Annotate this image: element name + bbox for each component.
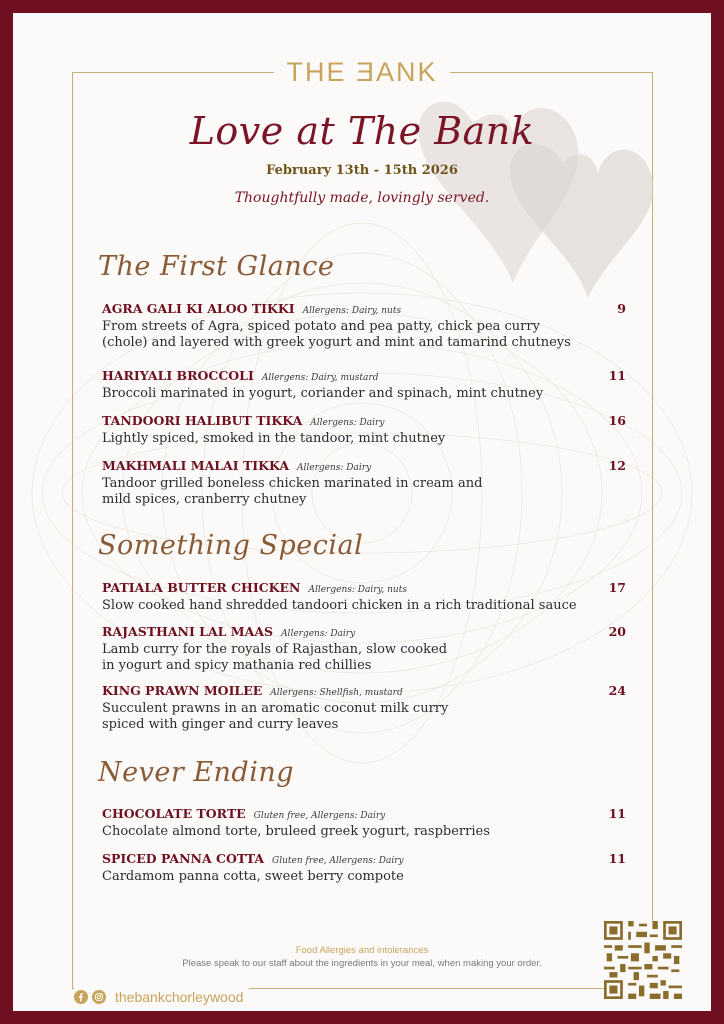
item-name: SPICED PANNA COTTA [102, 851, 265, 866]
section-heading: The First Glance [98, 251, 335, 282]
menu-item [102, 851, 626, 885]
menu-item [102, 683, 626, 733]
item-description: Lightly spiced, smoked in the tandoor, mint chutney [102, 431, 446, 446]
social-handle[interactable]: thebankchorleywood [115, 989, 244, 1005]
item-name: CHOCOLATE TORTE [102, 806, 246, 821]
item-price: 17 [608, 580, 626, 595]
menu-page [13, 13, 711, 1011]
item-description: From streets of Agra, spiced potato and pea patty, chick pea curry (chole) and layered with greek yogurt and mint and tamarind chutneys [102, 319, 571, 350]
section-heading: Something Special [98, 530, 364, 561]
item-price: 11 [608, 368, 626, 383]
brand-logo [13, 57, 711, 88]
item-price: 16 [608, 413, 626, 428]
item-name: KING PRAWN MOILEE [102, 683, 263, 698]
menu-item [102, 301, 626, 351]
menu-item [102, 580, 626, 614]
qr-code[interactable] [604, 921, 682, 999]
facebook-icon[interactable] [74, 990, 88, 1004]
menu-item [102, 458, 626, 508]
item-price: 12 [608, 458, 626, 473]
section-heading: Never Ending [98, 757, 295, 788]
social-links [74, 987, 249, 1007]
item-description: Tandoor grilled boneless chicken marinated in cream and mild spices, cranberry chutney [102, 476, 483, 507]
item-allergens: Allergens: Dairy [297, 463, 372, 473]
item-description: Slow cooked hand shredded tandoori chicken in a rich traditional sauce [102, 598, 577, 613]
item-allergens: Gluten free, Allergens: Dairy [272, 856, 404, 866]
item-description: Chocolate almond torte, bruleed greek yogurt, raspberries [102, 824, 490, 839]
item-price: 20 [608, 624, 626, 639]
brand-logo-text: THE ƎANK [274, 57, 449, 88]
item-description: Lamb curry for the royals of Rajasthan, slow cooked in yogurt and spicy mathania red chillies [102, 642, 448, 673]
page-title: Love at The Bank [189, 109, 535, 153]
item-name: MAKHMALI MALAI TIKKA [102, 458, 290, 473]
item-allergens: Allergens: Dairy, nuts [308, 585, 407, 595]
allergy-note-text: Please speak to our staff about the ingredients in your meal, when making your order. [182, 958, 542, 969]
menu-item [102, 806, 626, 840]
menu-item [102, 368, 626, 402]
item-name: AGRA GALI KI ALOO TIKKI [102, 301, 295, 316]
item-description: Succulent prawns in an aromatic coconut milk curry spiced with ginger and curry leaves [102, 701, 449, 732]
item-price: 9 [617, 301, 626, 316]
item-allergens: Allergens: Dairy, nuts [302, 306, 402, 316]
item-name: RAJASTHANI LAL MAAS [102, 624, 274, 639]
item-allergens: Allergens: Dairy [281, 629, 356, 639]
instagram-icon[interactable] [92, 990, 106, 1004]
item-allergens: Allergens: Shellfish, mustard [270, 688, 403, 698]
item-price: 11 [608, 806, 626, 821]
item-price: 11 [608, 851, 626, 866]
menu-item [102, 413, 626, 447]
item-allergens: Gluten free, Allergens: Dairy [253, 811, 386, 821]
tagline: Thoughtfully made, lovingly served. [234, 190, 490, 206]
item-allergens: Allergens: Dairy, mustard [261, 373, 379, 383]
allergy-note-title: Food Allergies and intolerances [295, 945, 429, 956]
item-name: PATIALA BUTTER CHICKEN [102, 580, 301, 595]
item-allergens: Allergens: Dairy [310, 418, 385, 428]
menu-item [102, 624, 626, 674]
event-dates: February 13th - 15th 2026 [266, 163, 458, 178]
item-price: 24 [608, 683, 626, 698]
item-name: HARIYALI BROCCOLI [102, 368, 254, 383]
item-description: Broccoli marinated in yogurt, coriander and spinach, mint chutney [102, 386, 544, 401]
item-description: Cardamom panna cotta, sweet berry compote [102, 869, 404, 884]
item-name: TANDOORI HALIBUT TIKKA [102, 413, 303, 428]
